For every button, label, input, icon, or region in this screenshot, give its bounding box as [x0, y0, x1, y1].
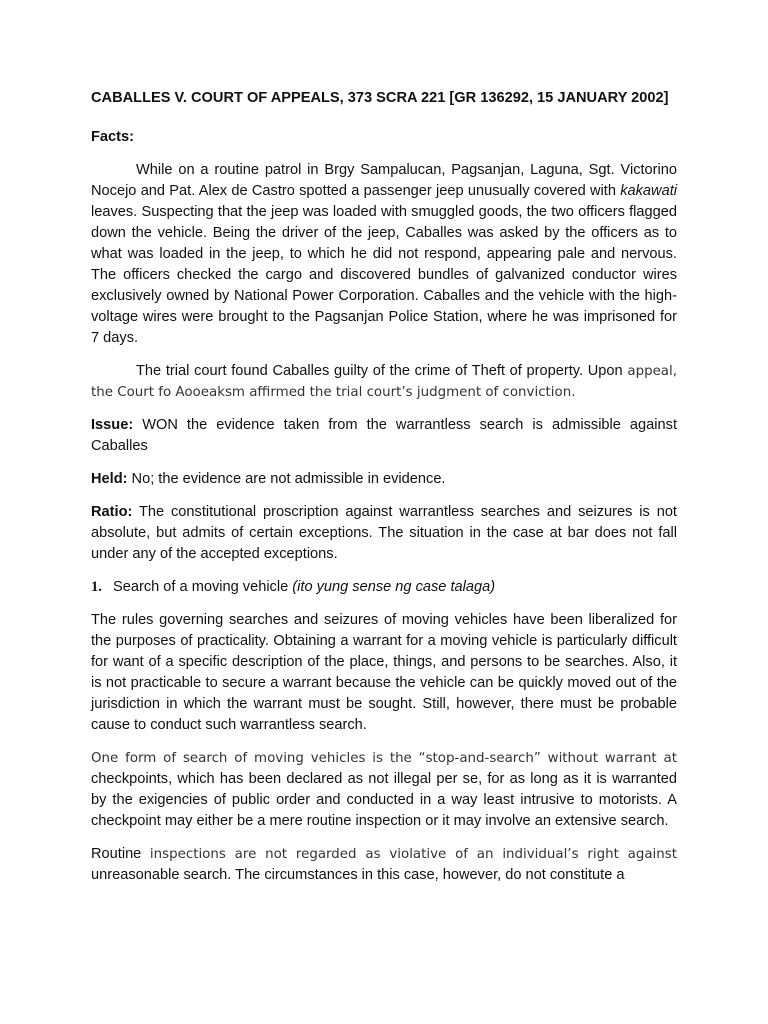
item-number: 1.: [91, 579, 102, 595]
item-text: Search of a moving vehicle: [113, 579, 293, 595]
numbered-item-1: [91, 577, 677, 598]
routine-text-b: inspections are not regarded as violative of an individual’s right against: [149, 847, 677, 862]
facts-text-a: While on a routine patrol in Brgy Sampalucan, Pagsanjan, Laguna, Sgt. Victorino Nocejo and Pat. Alex de Castro spotted a passenger jeep unusually covered with: [91, 162, 677, 199]
issue-label: Issue:: [91, 417, 134, 433]
facts-paragraph-2: [91, 361, 677, 403]
checkpoint-paragraph: [91, 748, 677, 832]
rules-paragraph: The rules governing searches and seizures of moving vehicles have been liberalized for the purposes of practicality. Obtaining a warrant for a moving vehicle is particularly difficult for want of a specific description of the place, things, and persons to be searches. Also, it is not practicable to secure a warrant because the vehicle can be quickly moved out of the jurisdiction in which the warrant must be sought. Still, however, there must be probable cause to conduct such warrantless search.: [91, 612, 677, 733]
ratio-text: The constitutional proscription against warrantless searches and seizures is not absolute, but admits of certain exceptions. The situation in the case at bar does not fall under any of the accepted exceptions.: [91, 504, 677, 562]
ratio-label: Ratio:: [91, 504, 133, 520]
issue-text: WON the evidence taken from the warrantless search is admissible against Caballes: [91, 417, 677, 454]
ratio-paragraph: [91, 502, 677, 565]
checkpoint-text-b: checkpoints, which has been declared as not illegal per se, for as long as it is warranted by the exigencies of public order and conducted in a way least intrusive to motorists. A checkpoint may either be a mere routine inspection or it may involve an extensive search.: [91, 771, 677, 829]
routine-paragraph: [91, 844, 677, 886]
checkpoint-text-a: One form of search of moving vehicles is the “stop-and-search” without warrant at: [91, 751, 677, 766]
facts-p2-text-a: The trial court found Caballes guilty of the crime of Theft of property. Upon: [136, 363, 628, 379]
item-italic-note: (ito yung sense ng case talaga): [292, 579, 496, 595]
case-title: CABALLES V. COURT OF APPEALS, 373 SCRA 221 [GR 136292, 15 JANUARY 2002]: [91, 90, 669, 106]
held-paragraph: [91, 469, 677, 490]
facts-text-b: leaves. Suspecting that the jeep was loaded with smuggled goods, the two officers flagged down the vehicle. Being the driver of the jeep, Caballes was asked by the officers as to what was loaded in the jeep, to which he did not respond, appearing pale and nervous. The officers checked the cargo and discovered bundles of galvanized conductor wires exclusively owned by National Power Corporation. Caballes and the vehicle with the high-voltage wires were brought to the Pagsanjan Police Station, where he was imprisoned for 7 days.: [91, 204, 677, 346]
document-page: [91, 88, 677, 898]
held-label: Held:: [91, 471, 128, 487]
facts-p2-text-b: appeal, the Court fo Aooeaksm affirmed the trial court’s judgment of conviction.: [91, 364, 677, 400]
issue-paragraph: [91, 415, 677, 457]
routine-text-a: Routine: [91, 846, 150, 862]
facts-italic-term: kakawati: [620, 183, 677, 199]
held-text: No; the evidence are not admissible in evidence.: [127, 471, 446, 487]
facts-heading: Facts:: [91, 129, 134, 145]
facts-paragraph-1: [91, 160, 677, 349]
routine-text-c: unreasonable search. The circumstances in this case, however, do not constitute a: [91, 867, 625, 883]
